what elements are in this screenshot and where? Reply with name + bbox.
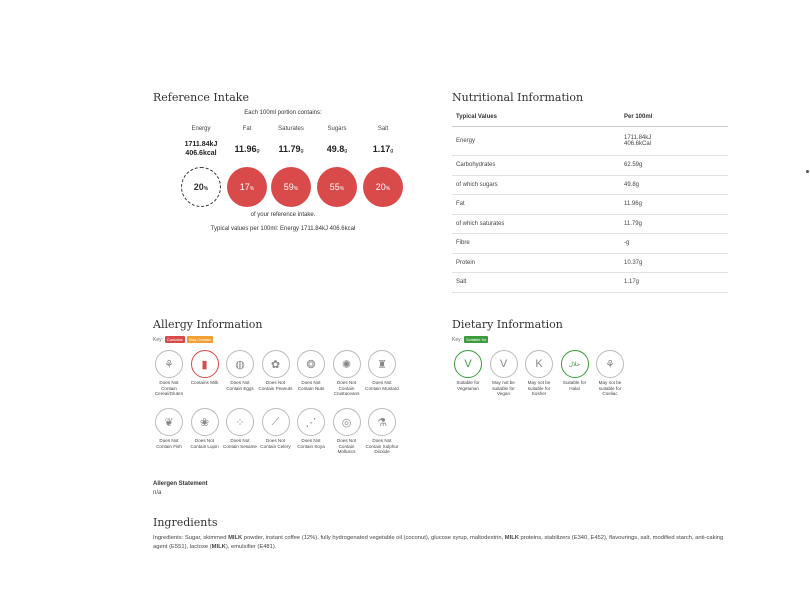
icon-label: Does Not Contain Peanuts (258, 380, 293, 391)
ri-unit: g (300, 148, 304, 154)
ri-value-kcal: 406.6kcal (185, 150, 217, 157)
icon-label: Does Not Contain Crustaceans (333, 380, 360, 397)
ri-column-sugars (314, 126, 360, 156)
may-contain-badge: May Contain (188, 337, 212, 342)
halal-icon: حلال (561, 350, 589, 378)
nutrition-table (452, 108, 728, 293)
ri-label: Saturates (278, 126, 304, 132)
ri-value: 11.79g (278, 144, 304, 154)
crab-icon: ✺ (333, 350, 361, 378)
ri-label: Sugars (327, 126, 347, 132)
nutrition-row (452, 234, 728, 254)
nutrition-value: 10.37g (620, 253, 728, 273)
nutrition-value-line: 406.6kCal (624, 141, 652, 147)
icon-label: Suitable for Vegetarian (456, 380, 480, 391)
dietary-key (452, 336, 488, 343)
ri-percent-circle: 17% (227, 167, 267, 207)
nutrition-value-line: 1711.84kJ (624, 135, 652, 141)
reference-intake-footer: of your reference intake. (250, 212, 316, 218)
reference-intake-typical-values: Typical values per 100ml: Energy 1711.84kJ 406.6kcal (210, 226, 356, 232)
nutrition-label: of which saturates (452, 214, 620, 234)
ri-value-kj: 1711.84kJ (184, 141, 218, 148)
peanut-icon: ✿ (262, 350, 290, 378)
ri-column-energy (178, 126, 224, 158)
nutrition-label: Fat (452, 195, 620, 215)
icon-item (188, 408, 222, 449)
ri-unit: g (390, 148, 394, 154)
icon-label: Does Not Contain Soya (297, 438, 325, 449)
ri-percent-circle: 59% (271, 167, 311, 207)
ri-percent-circle: 20% (181, 167, 221, 207)
nutrition-value: -g (620, 234, 728, 254)
icon-item (522, 350, 556, 397)
icon-item (365, 408, 399, 455)
milk-icon: ▮ (191, 350, 219, 378)
nutrition-header-per100: Per 100ml (620, 108, 728, 127)
vegan-icon: V (490, 350, 518, 378)
icon-label: Does Not Contain Sesame (223, 438, 257, 449)
nutrition-value: 62.59g (620, 156, 728, 176)
nutrition-value: 11.96g (620, 195, 728, 215)
nutrition-row (452, 195, 728, 215)
icon-label: Does Not Contain Cereal/Gluten (154, 380, 184, 397)
ingredients-title: Ingredients (153, 516, 218, 529)
icon-item (330, 408, 364, 455)
icon-item (188, 350, 222, 386)
icon-item (152, 350, 186, 397)
reference-intake-title: Reference Intake (153, 91, 249, 104)
icon-label: Does Not Contain Celery (260, 438, 291, 449)
icon-item (152, 408, 186, 449)
allergy-information-title: Allergy Information (153, 318, 263, 331)
icon-item (294, 350, 328, 391)
ri-label: Energy (191, 126, 211, 132)
ingredients-fragment: ), emulsifier (E481). (225, 544, 277, 550)
allergy-key (153, 336, 213, 343)
vegetarian-icon: V (454, 350, 482, 378)
icon-label: Does Not Contain Mustard (365, 380, 399, 391)
nutrition-label: of which sugars (452, 175, 620, 195)
ri-value: 1.17g (372, 144, 394, 154)
reference-intake-caption: Each 100ml portion contains: (244, 110, 322, 116)
icon-item (487, 350, 521, 397)
nutrition-row (452, 156, 728, 176)
icon-label: Does Not Contain Molluscs (336, 438, 357, 455)
nutrition-value (620, 127, 728, 156)
ri-unit: g (344, 148, 348, 154)
icon-item (365, 350, 399, 391)
ri-percent-circle: 20% (363, 167, 403, 207)
dietary-information-title: Dietary Information (452, 318, 563, 331)
icon-item (223, 408, 257, 449)
ri-value: 11.96g (234, 144, 260, 154)
allergen-statement-value: n/a (153, 490, 162, 496)
contains-badge: Contains (167, 337, 183, 342)
kosher-icon: K (525, 350, 553, 378)
ri-label: Fat (242, 126, 252, 132)
nutrition-label: Fibre (452, 234, 620, 254)
icon-item (451, 350, 485, 391)
icon-label: Does Not Contain Nuts (297, 380, 325, 391)
nutrition-row (452, 175, 728, 195)
nutrition-header-typical: Typical Values (452, 108, 620, 127)
ri-percent-unit: % (339, 186, 345, 192)
ri-percent-circle: 55% (317, 167, 357, 207)
icon-label: Does Not Contain Lupin (190, 438, 219, 449)
nut-icon: ❂ (297, 350, 325, 378)
nutrition-label: Salt (452, 273, 620, 293)
ri-column-fat (224, 126, 270, 156)
icon-label: Does Not Contain Sulphur Dioxide (365, 438, 399, 455)
allergen-highlight: MILK (504, 535, 519, 541)
celery-icon: ⟋ (262, 408, 290, 436)
nutrition-label: Carbohydrates (452, 156, 620, 176)
soya-icon: ⋰ (297, 408, 325, 436)
icon-item (294, 408, 328, 449)
icon-item (558, 350, 592, 391)
icon-label: Suitable for Halal (562, 380, 587, 391)
egg-icon: ◍ (226, 350, 254, 378)
ri-column-salt (360, 126, 406, 156)
ingredients-text (153, 534, 733, 552)
icon-label: May not be suitable for Coeliac (598, 380, 622, 397)
nutrition-row (452, 214, 728, 234)
allergen-statement-title: Allergen Statement (153, 481, 208, 487)
page-marker-dot (806, 170, 809, 173)
icon-label: Does Not Contain Fish (156, 438, 182, 449)
nutrition-label: Energy (452, 127, 620, 156)
icon-item (330, 350, 364, 397)
suitable-badge: Suitable for (466, 337, 487, 342)
icon-item (259, 350, 293, 391)
nutrition-row (452, 253, 728, 273)
ri-value: 49.8g (326, 144, 348, 154)
coeliac-icon: ⚘ (596, 350, 624, 378)
ri-label: Salt (377, 126, 389, 132)
ri-percent-unit: % (249, 186, 255, 192)
nutrition-value: 49.8g (620, 175, 728, 195)
wheat-icon: ⚘ (155, 350, 183, 378)
lupin-icon: ❀ (191, 408, 219, 436)
icon-label: Contains Milk (190, 380, 219, 385)
icon-item (223, 350, 257, 391)
ri-column-saturates (268, 126, 314, 156)
ri-percent-unit: % (293, 186, 299, 192)
ingredients-fragment: Ingredients: Sugar, skimmed (153, 535, 229, 541)
mustard-icon: ♜ (368, 350, 396, 378)
nutrition-row (452, 127, 728, 156)
ri-percent-unit: % (203, 186, 209, 192)
icon-item (259, 408, 293, 449)
allergen-highlight: MILK (211, 544, 226, 550)
nutrition-row (452, 273, 728, 293)
flask-icon: ⚗ (368, 408, 396, 436)
ingredients-fragment: powder, instant coffee (12%), fully hydrogenated vegetable oil (coconut), glucose syrup, maltodextrin, (242, 535, 505, 541)
allergy-key-label: Key: (153, 336, 164, 343)
ri-percent-unit: % (385, 186, 391, 192)
nutrition-value: 1.17g (620, 273, 728, 293)
sesame-icon: ⁘ (226, 408, 254, 436)
ri-value (178, 140, 224, 158)
icon-label: Does Not Contain Eggs (226, 380, 254, 391)
ingredients-fragment: proteins, stabilizers (E340, E452), flavourings, salt, modified starch, anti-caking agent (E551), lactose ( (153, 535, 724, 550)
mollusc-icon: ◎ (333, 408, 361, 436)
icon-label: May not be suitable for Kosher (527, 380, 551, 397)
icon-label: May not be suitable for Vegan (492, 380, 515, 397)
nutrition-value: 11.79g (620, 214, 728, 234)
icon-item (593, 350, 627, 397)
ri-unit: g (256, 148, 260, 154)
fish-icon: ❦ (155, 408, 183, 436)
dietary-key-label: Key: (452, 336, 463, 343)
nutrition-label: Protein (452, 253, 620, 273)
allergen-highlight: MILK (228, 535, 243, 541)
nutritional-information-title: Nutritional Information (452, 91, 584, 104)
